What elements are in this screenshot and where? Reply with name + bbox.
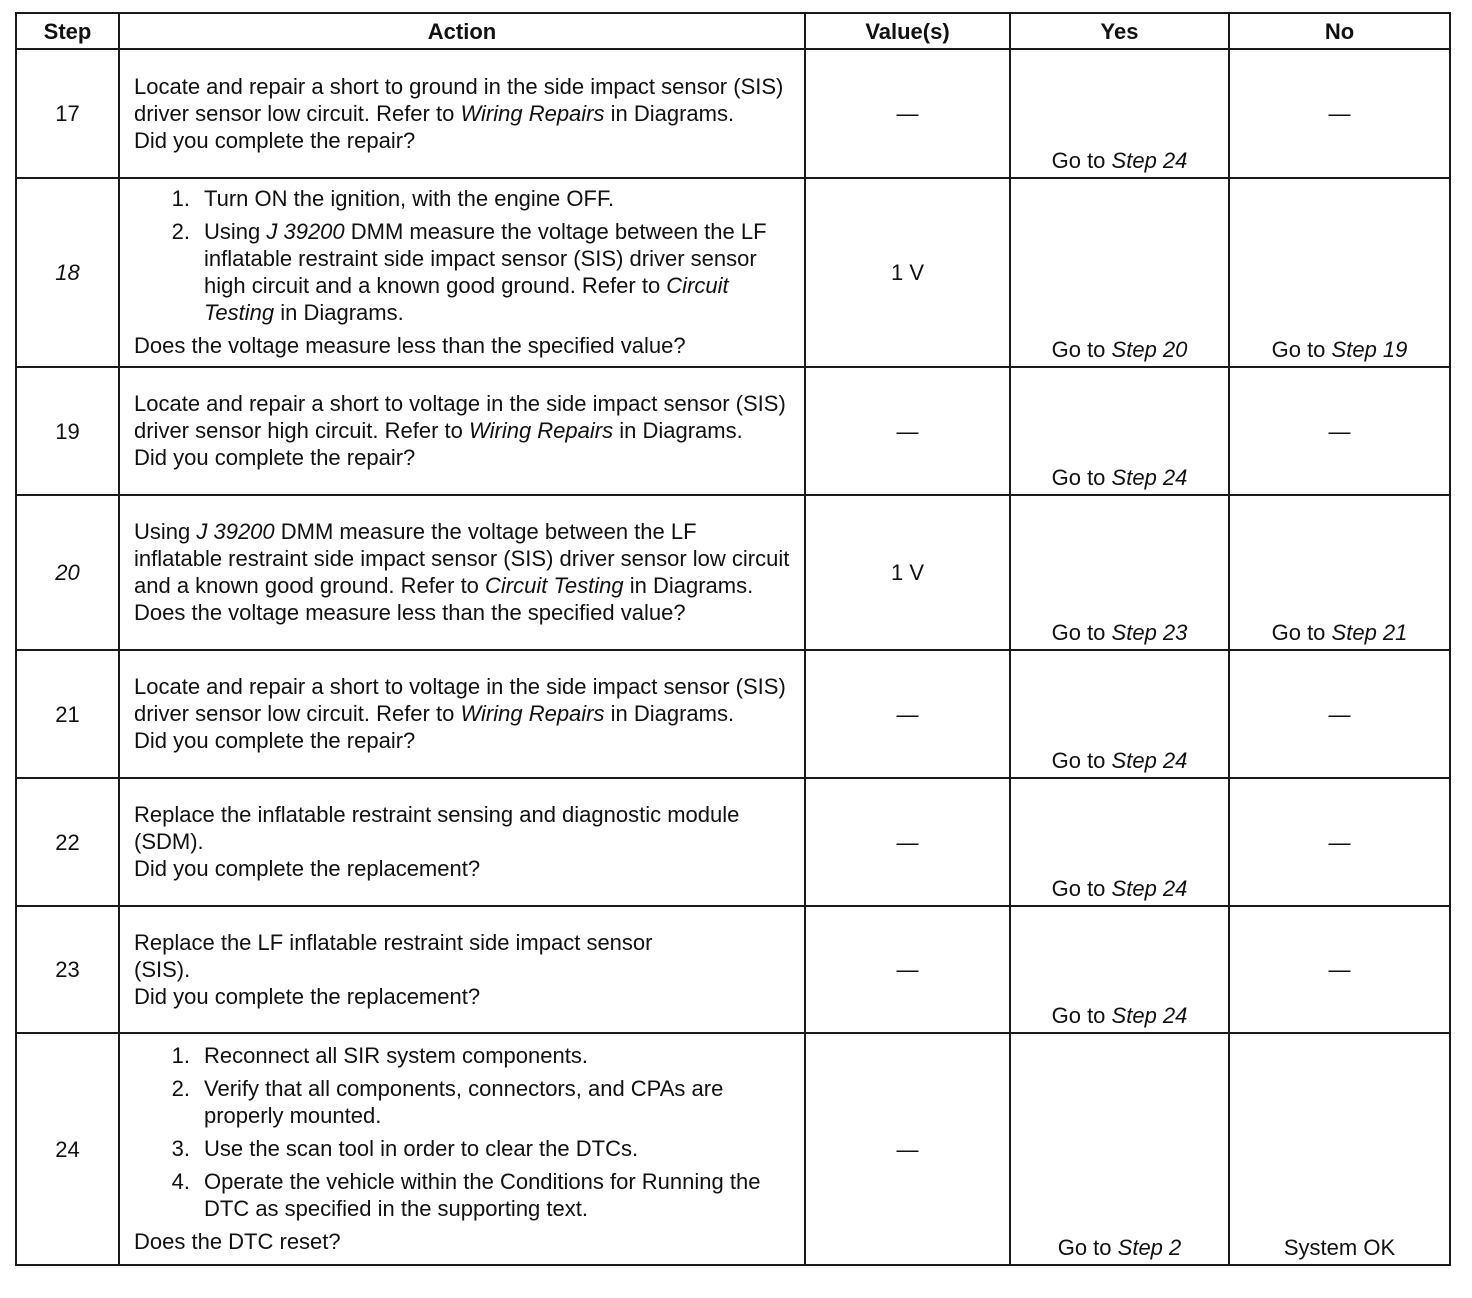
action-question: Does the voltage measure less than the specified value?: [134, 600, 686, 625]
action-cell: [119, 906, 805, 1033]
action-cell: [119, 778, 805, 906]
yes-cell: Go to Step 24: [1010, 906, 1229, 1033]
step-number: 24: [16, 1033, 119, 1265]
step-number: 20: [16, 495, 119, 650]
header-step: Step: [16, 13, 119, 49]
action-cell: [119, 1033, 805, 1265]
list-item: 2. Using J 39200 DMM measure the voltage between the LF inflatable restraint side impact sensor (SIS) driver sensor high circuit and a known good ground. Refer to Circuit Testing in Diagrams.: [171, 219, 767, 325]
no-cell: —: [1229, 650, 1450, 778]
step-number: 19: [16, 367, 119, 495]
value-cell: —: [805, 906, 1010, 1033]
table-row: [16, 906, 1450, 1033]
table-row: [16, 650, 1450, 778]
no-cell: —: [1229, 49, 1450, 178]
action-cell: [119, 49, 805, 178]
table-row: [16, 495, 1450, 650]
action-cell: [119, 495, 805, 650]
action-text: Replace the inflatable restraint sensing and diagnostic module (SDM).: [134, 802, 740, 854]
header-row: [16, 13, 1450, 49]
action-text: Using J 39200 DMM measure the voltage between the LF inflatable restraint side impact sensor (SIS) driver sensor low circuit and a known good ground. Refer to Circuit Testing in Diagrams.: [134, 519, 790, 598]
yes-cell: Go to Step 2: [1010, 1033, 1229, 1265]
action-cell: [119, 178, 805, 367]
value-cell: 1 V: [805, 178, 1010, 367]
action-cell: [119, 367, 805, 495]
action-text: Locate and repair a short to ground in the side impact sensor (SIS) driver sensor low circuit. Refer to Wiring Repairs in Diagrams.: [134, 73, 784, 126]
diagnostic-table: [15, 12, 1451, 1266]
header-values: Value(s): [805, 13, 1010, 49]
action-question: Did you complete the repair?: [134, 445, 416, 470]
list-item: 1. Turn ON the ignition, with the engine OFF.: [171, 186, 615, 211]
action-text: Replace the LF inflatable restraint side impact sensor (SIS).: [134, 929, 653, 982]
yes-cell: Go to Step 24: [1010, 650, 1229, 778]
yes-cell: Go to Step 20: [1010, 178, 1229, 367]
action-question: Does the DTC reset?: [134, 1229, 341, 1254]
action-question: Did you complete the repair?: [134, 728, 416, 753]
action-question: Did you complete the replacement?: [134, 856, 481, 881]
no-cell: —: [1229, 906, 1450, 1033]
header-no: No: [1229, 13, 1450, 49]
value-cell: —: [805, 49, 1010, 178]
table-row: [16, 178, 1450, 367]
no-cell: —: [1229, 778, 1450, 906]
value-cell: —: [805, 778, 1010, 906]
list-item: 1. Reconnect all SIR system components.: [171, 1043, 588, 1068]
value-cell: —: [805, 650, 1010, 778]
action-question: Did you complete the replacement?: [134, 983, 481, 1009]
action-text: Locate and repair a short to voltage in the side impact sensor (SIS) driver sensor low circuit. Refer to Wiring Repairs in Diagrams.: [134, 674, 786, 726]
list-item: 3. Use the scan tool in order to clear the DTCs.: [171, 1136, 639, 1161]
header-yes: Yes: [1010, 13, 1229, 49]
yes-cell: Go to Step 23: [1010, 495, 1229, 650]
action-list: [134, 1042, 790, 1228]
no-cell: —: [1229, 367, 1450, 495]
value-cell: 1 V: [805, 495, 1010, 650]
yes-cell: Go to Step 24: [1010, 778, 1229, 906]
action-question: Did you complete the repair?: [134, 127, 416, 153]
value-cell: —: [805, 1033, 1010, 1265]
table-row: [16, 778, 1450, 906]
header-action: Action: [119, 13, 805, 49]
action-cell: [119, 650, 805, 778]
step-number: 17: [16, 49, 119, 178]
table-row: [16, 367, 1450, 495]
list-item: 2. Verify that all components, connectors, and CPAs are properly mounted.: [171, 1076, 724, 1128]
no-cell: System OK: [1229, 1033, 1450, 1265]
no-cell: Go to Step 19: [1229, 178, 1450, 367]
table-row: [16, 1033, 1450, 1265]
step-number: 22: [16, 778, 119, 906]
step-number: 23: [16, 906, 119, 1033]
yes-cell: Go to Step 24: [1010, 367, 1229, 495]
value-cell: —: [805, 367, 1010, 495]
action-list: [134, 185, 790, 332]
step-number: 18: [16, 178, 119, 367]
yes-cell: Go to Step 24: [1010, 49, 1229, 178]
action-text: Locate and repair a short to voltage in the side impact sensor (SIS) driver sensor high circuit. Refer to Wiring Repairs in Diagrams.: [134, 391, 786, 443]
action-question: Does the voltage measure less than the specified value?: [134, 333, 686, 358]
step-number: 21: [16, 650, 119, 778]
no-cell: Go to Step 21: [1229, 495, 1450, 650]
list-item: 4. Operate the vehicle within the Conditions for Running the DTC as specified in the supporting text.: [171, 1169, 761, 1221]
table-row: [16, 49, 1450, 178]
